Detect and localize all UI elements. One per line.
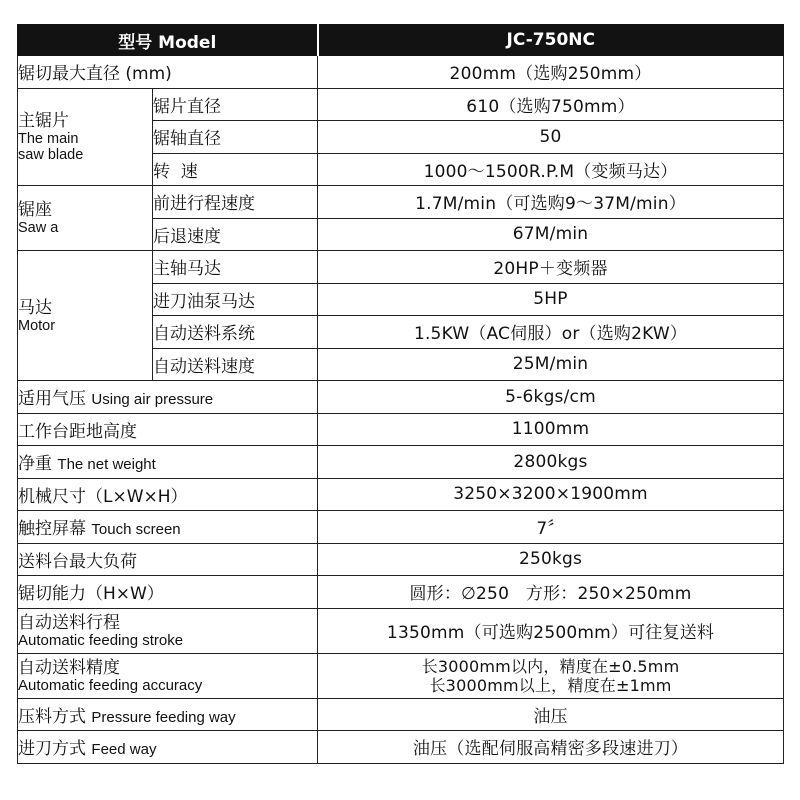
spec-value: 1350mm（可选购2500mm）可往复送料: [318, 608, 784, 653]
table-row: [18, 186, 784, 219]
accuracy-line: 长3000mm以上，精度在±1mm: [429, 675, 672, 695]
spec-value: 3250×3200×1900mm: [318, 478, 784, 511]
sub-label: 锯片直径: [153, 88, 318, 121]
table-row: [18, 478, 784, 511]
spec-table: [17, 24, 784, 764]
spec-value: 50: [318, 121, 784, 154]
table-row: [18, 543, 784, 576]
spec-label: [18, 381, 318, 414]
spec-value: 20HP＋变频器: [318, 251, 784, 284]
group-label-cn: 主锯片: [18, 110, 69, 131]
spec-value: 圆形：∅250 方形：250×250mm: [318, 576, 784, 609]
table-row: [18, 576, 784, 609]
spec-label: 锯切最大直径 (mm): [18, 56, 318, 89]
spec-label: 机械尺寸（L×W×H）: [18, 478, 318, 511]
spec-label: 锯切能力（H×W）: [18, 576, 318, 609]
spec-label: 送料台最大负荷: [18, 543, 318, 576]
spec-label-en: The net weight: [57, 456, 156, 474]
table-row: [18, 653, 784, 698]
spec-label-en: Touch screen: [91, 521, 181, 539]
spec-label: [18, 511, 318, 544]
group-label-en: Saw a: [18, 220, 59, 236]
spec-value: [318, 653, 784, 698]
spec-label-cn: 触控屏幕: [18, 519, 86, 540]
table-row: [18, 56, 784, 89]
table-row: [18, 698, 784, 731]
spec-value: 1.7M/min（可选购9～37M/min）: [318, 186, 784, 219]
spec-value: 油压: [318, 698, 784, 731]
group-label-cn: 锯座: [18, 200, 52, 220]
spec-label: [18, 731, 318, 764]
sub-label: 前进行程速度: [153, 186, 318, 219]
group-label-en: The main: [18, 130, 79, 147]
spec-label: [18, 653, 318, 698]
spec-label-cn: 自动送料精度: [18, 657, 120, 678]
table-row: [18, 446, 784, 479]
header-row: [18, 25, 784, 56]
spec-label-cn: 进刀方式: [18, 739, 86, 760]
spec-label: [18, 698, 318, 731]
sub-label: 转 速: [153, 153, 318, 186]
group-saw-seat: [18, 186, 153, 251]
spec-label-cn: 压料方式: [18, 706, 86, 727]
table-row: [18, 608, 784, 653]
spec-label-en: Automatic feeding accuracy: [18, 676, 203, 694]
sub-label: 自动送料系统: [153, 316, 318, 349]
sub-label: 后退速度: [153, 218, 318, 251]
spec-value: 25M/min: [318, 348, 784, 381]
spec-value: 5-6kgs/cm: [318, 381, 784, 414]
spec-value: 1.5KW（AC伺服）or（选购2KW）: [318, 316, 784, 349]
spec-label: 工作台距地高度: [18, 413, 318, 446]
sub-label: 自动送料速度: [153, 348, 318, 381]
model-header-label: 型号 Model: [18, 25, 318, 56]
spec-value: 250kgs: [318, 543, 784, 576]
spec-value: 2800kgs: [318, 446, 784, 479]
table-row: [18, 731, 784, 764]
group-label-cn: 马达: [18, 297, 52, 318]
spec-label-en: Pressure feeding way: [91, 708, 236, 726]
sub-label: 主轴马达: [153, 251, 318, 284]
table-row: [18, 251, 784, 284]
spec-label-cn: 自动送料行程: [18, 612, 120, 633]
table-row: [18, 88, 784, 121]
spec-value: 610（选购750mm）: [318, 88, 784, 121]
spec-value: 7〞: [318, 511, 784, 544]
spec-value: 1100mm: [318, 413, 784, 446]
spec-value: 油压（选配伺服高精密多段速进刀）: [318, 731, 784, 764]
group-label-en: Motor: [18, 317, 56, 334]
table-row: [18, 381, 784, 414]
spec-label-en: Feed way: [91, 741, 157, 759]
spec-label-en: Using air pressure: [91, 391, 214, 409]
spec-label: [18, 608, 318, 653]
spec-label-cn: 适用气压: [18, 389, 86, 410]
group-label-en: saw blade: [18, 146, 84, 163]
spec-value: 1000～1500R.P.M（变频马达）: [318, 153, 784, 186]
spec-label: [18, 446, 318, 479]
model-header-value: JC-750NC: [318, 25, 784, 56]
spec-value: 67M/min: [318, 218, 784, 251]
accuracy-line: 长3000mm以内，精度在±0.5mm: [421, 656, 680, 676]
spec-label-cn: 净重: [18, 454, 52, 475]
group-main-blade: [18, 88, 153, 186]
sub-label: 进刀油泵马达: [153, 283, 318, 316]
table-row: [18, 413, 784, 446]
spec-value: 200mm（选购250mm）: [318, 56, 784, 89]
table-row: [18, 511, 784, 544]
group-motor: [18, 251, 153, 381]
spec-label-en: Automatic feeding stroke: [18, 631, 184, 649]
sub-label: 锯轴直径: [153, 121, 318, 154]
spec-value: 5HP: [318, 283, 784, 316]
